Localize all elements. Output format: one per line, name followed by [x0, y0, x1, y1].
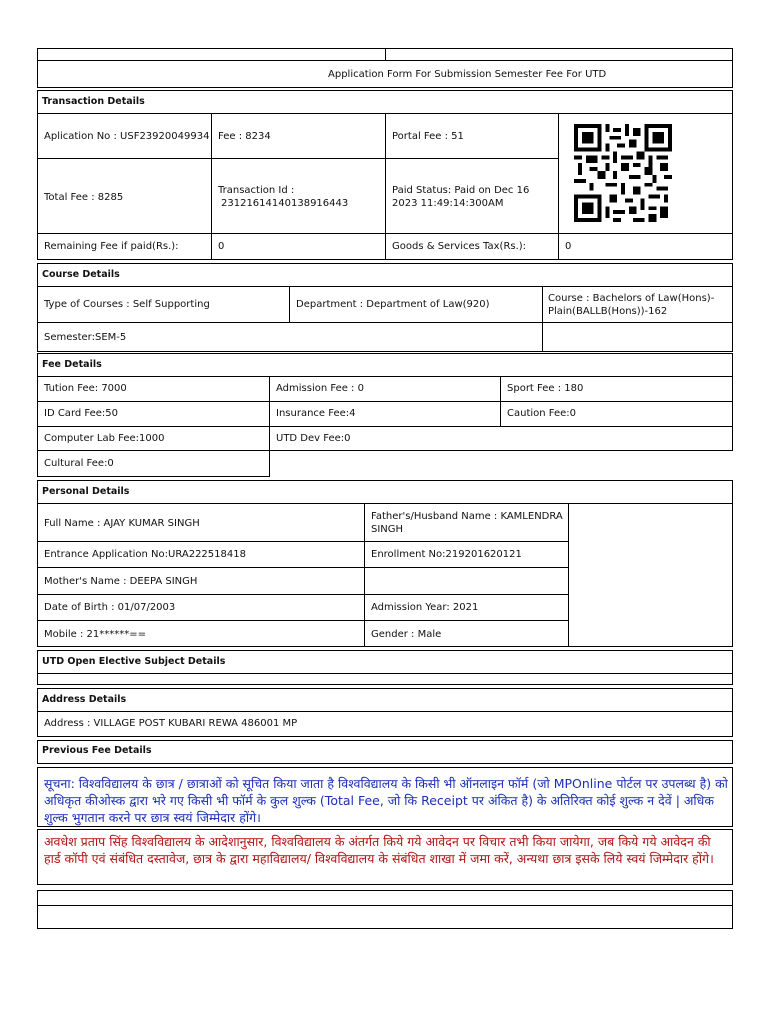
remaining-fee-label: Remaining Fee if paid(Rs.):: [44, 241, 179, 252]
fee: Fee : 8234: [218, 131, 271, 142]
footer-strip: [37, 890, 733, 906]
tx-col-3: [558, 113, 559, 260]
course-name: Course : Bachelors of Law(Hons)-Plain(BALLB(Hons))-162: [548, 293, 715, 317]
gst-value: 0: [565, 241, 572, 252]
notice-red: अवधेश प्रताप सिंह विश्वविद्यालय के आदेशानुसार, विश्वविद्यालय के अंतर्गत किये गये आवेदन पर विचार तभी किया जायेगा, जब किये गये आवेदन की हार्ड कॉपी एवं संबंधित दस्तावेज, छात्र के द्वारा महाविद्यालय/ विश्वविद्यालय के संबंधित शाखा में जमा करें, अन्यथा छात्र इसके लिये स्वयं जिम्मेदार होंगे।: [44, 834, 714, 866]
cultural-fee: Cultural Fee:0: [44, 458, 114, 469]
computer-lab-fee: Computer Lab Fee:1000: [44, 433, 165, 444]
fee-row-2: [37, 426, 733, 427]
portal-fee: Portal Fee : 51: [392, 131, 464, 142]
tx-col-2: [385, 113, 386, 260]
enrollment-no: Enrollment No:219201620121: [371, 549, 522, 560]
address-value: Address : VILLAGE POST KUBARI REWA 486001 MP: [44, 718, 298, 729]
insurance-fee: Insurance Fee:4: [276, 408, 356, 419]
admission-fee: Admission Fee : 0: [276, 383, 364, 394]
personal-col-2: [568, 503, 569, 647]
tution-fee: Tution Fee: 7000: [44, 383, 127, 394]
elective-header-label: UTD Open Elective Subject Details: [42, 656, 226, 667]
fee-col-1: [269, 376, 270, 451]
gst-label: Goods & Services Tax(Rs.):: [392, 241, 527, 252]
tx-row-1: [37, 158, 558, 159]
personal-header: [37, 480, 733, 504]
transaction-id-value: 23121614140138916443: [221, 198, 349, 209]
personal-row-2: [37, 567, 568, 568]
total-fee: Total Fee : 8285: [44, 192, 124, 203]
id-card-fee: ID Card Fee:50: [44, 408, 119, 419]
remaining-fee-value: 0: [218, 241, 225, 252]
course-col-2: [542, 286, 543, 352]
gender: Gender : Male: [371, 629, 442, 640]
application-no: Aplication No : USF23920049934: [44, 131, 210, 142]
paid-status: Paid Status: Paid on Dec 16 2023 11:49:14:300AM: [392, 185, 530, 209]
fee-header-label: Fee Details: [42, 359, 102, 370]
date-of-birth: Date of Birth : 01/07/2003: [44, 602, 176, 613]
course-type: Type of Courses : Self Supporting: [44, 299, 210, 310]
caution-fee: Caution Fee:0: [507, 408, 577, 419]
mobile: Mobile : 21******==: [44, 629, 147, 640]
course-header: [37, 263, 733, 287]
course-col-1: [289, 286, 290, 322]
entrance-application-no: Entrance Application No:URA222518418: [44, 549, 246, 560]
qr-code-icon: [572, 124, 674, 222]
full-name: Full Name : AJAY KUMAR SINGH: [44, 518, 200, 529]
tx-col-1: [211, 113, 212, 260]
transaction-header-label: Transaction Details: [42, 96, 145, 107]
sport-fee: Sport Fee : 180: [507, 383, 584, 394]
semester: Semester:SEM-5: [44, 332, 127, 343]
tx-row-2: [37, 233, 733, 234]
address-header-label: Address Details: [42, 694, 127, 705]
footer-box: [37, 905, 733, 929]
form-title: Application Form For Submission Semester Fee For UTD: [328, 69, 607, 80]
fee-header: [37, 353, 733, 377]
address-header: [37, 688, 733, 712]
notice-blue: सूचना: विश्वविद्यालय के छात्र / छात्राओं को सूचित किया जाता है विश्वविद्यालय के किसी भी ऑनलाइन फॉर्म (जो MPOnline पोर्टल पर उपलब्ध है) को अधिकृत कीओस्क द्वारा भरे गए किसी भी फॉर्म के कुल शुल्क (Total Fee, जो कि Receipt पर अंकित है) के अतिरिक्त कोई शुल्क न देवें | अधिक शुल्क भुगतान करने पर छात्र स्वयं जिम्मेदार होंगे।: [44, 776, 728, 825]
previous-fee-header-label: Previous Fee Details: [42, 745, 152, 756]
personal-col-1: [364, 503, 365, 647]
personal-header-label: Personal Details: [42, 486, 130, 497]
course-row-1: [37, 322, 733, 323]
father-name: Father's/Husband Name : KAMLENDRA SINGH: [371, 511, 563, 535]
course-department: Department : Department of Law(920): [296, 299, 490, 310]
admission-year: Admission Year: 2021: [371, 602, 479, 613]
course-header-label: Course Details: [42, 269, 120, 280]
personal-row-1: [37, 541, 568, 542]
transaction-id-label: Transaction Id :: [218, 185, 295, 196]
fee-row-1: [37, 401, 733, 402]
elective-body: [37, 673, 733, 685]
personal-row-3: [37, 594, 568, 595]
personal-row-4: [37, 620, 568, 621]
utd-dev-fee: UTD Dev Fee:0: [276, 433, 351, 444]
mother-name: Mother's Name : DEEPA SINGH: [44, 576, 198, 587]
